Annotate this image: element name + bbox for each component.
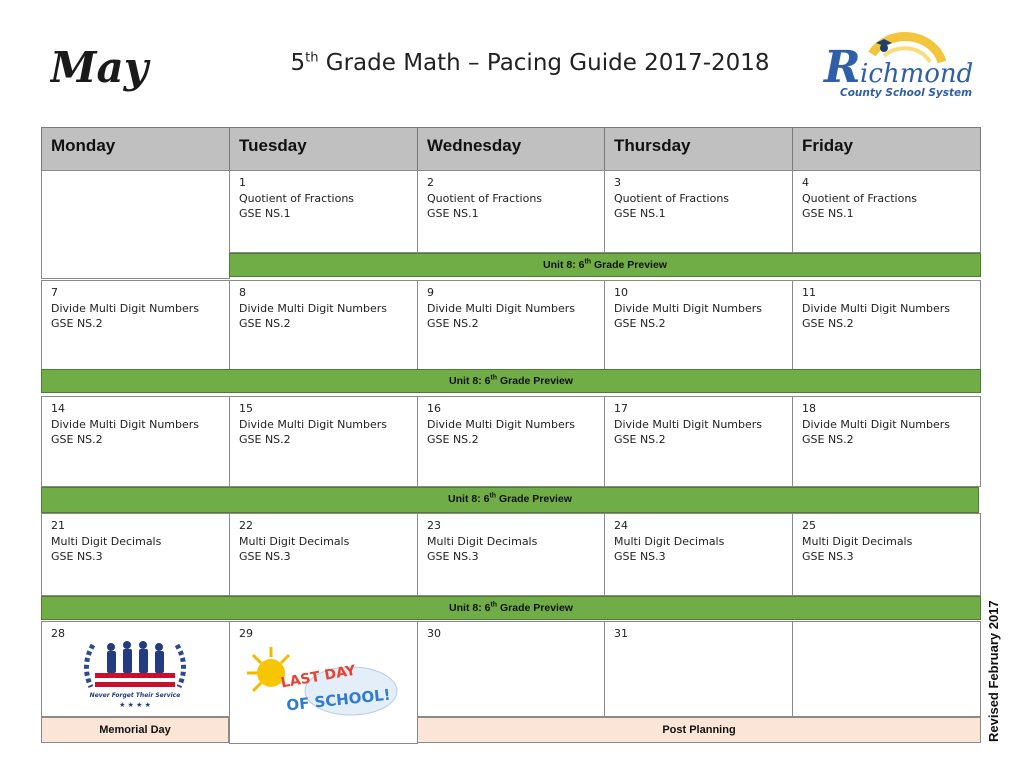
last-day-line2: OF SCHOOL!: [285, 685, 392, 715]
day-topic: Multi Digit Decimals: [427, 534, 538, 548]
logo-subtitle: County School System: [840, 87, 973, 99]
day-number: 1: [239, 176, 246, 189]
last-day-line1: LAST DAY: [279, 662, 357, 692]
post-planning-label: Post Planning: [417, 717, 981, 743]
day-topic: Multi Digit Decimals: [51, 534, 162, 548]
memorial-day-image: [79, 635, 191, 711]
unit-band-text: Unit 8: 6: [449, 602, 491, 614]
day-cell: [229, 170, 418, 253]
page-title: [240, 50, 820, 76]
day-number: 21: [51, 519, 65, 532]
header-monday: [41, 127, 230, 171]
day-number: 30: [427, 627, 441, 640]
day-cell: [41, 396, 230, 487]
day-cell: [229, 396, 418, 487]
flag-stripe-white: [95, 678, 175, 682]
day-standard: GSE NS.2: [51, 317, 103, 330]
unit-band-text-end: Grade Preview: [591, 259, 667, 271]
stars: ★ ★ ★ ★: [119, 701, 151, 709]
unit-band-text: Unit 8: 6: [449, 375, 491, 387]
unit-band: [41, 596, 981, 620]
day-topic: Multi Digit Decimals: [239, 534, 350, 548]
unit-band: [41, 369, 981, 393]
day-standard: GSE NS.3: [51, 550, 103, 563]
day-topic: Divide Multi Digit Numbers: [239, 301, 388, 315]
last-day-of-school-image: [241, 643, 401, 723]
day-number: 10: [614, 286, 628, 299]
day-cell: [417, 280, 606, 370]
day-cell: [792, 170, 981, 253]
day-topic: Divide Multi Digit Numbers: [427, 301, 576, 315]
day-cell: [229, 280, 418, 370]
day-number: 22: [239, 519, 253, 532]
day-number: 28: [51, 627, 65, 640]
day-cell-empty: [41, 170, 230, 279]
day-standard: GSE NS.2: [614, 317, 666, 330]
day-topic: Multi Digit Decimals: [614, 534, 725, 548]
day-cell-empty: [792, 621, 981, 717]
header-friday: [792, 127, 981, 171]
memorial-day-label: Memorial Day: [41, 717, 229, 743]
day-cell: [604, 396, 793, 487]
unit-band-text: Unit 8: 6: [448, 493, 490, 505]
day-standard: GSE NS.3: [802, 550, 854, 563]
day-topic: Divide Multi Digit Numbers: [802, 301, 951, 315]
unit-band: [41, 487, 979, 513]
revised-note: Revised February 2017: [986, 600, 1001, 742]
day-number: 7: [51, 286, 58, 299]
day-topic: Divide Multi Digit Numbers: [427, 417, 576, 431]
day-standard: GSE NS.2: [51, 433, 103, 446]
day-cell: [417, 396, 606, 487]
unit-band-text-end: Grade Preview: [497, 375, 573, 387]
unit-band-sup: th: [490, 374, 498, 382]
day-standard: GSE NS.3: [239, 550, 291, 563]
day-cell: [792, 396, 981, 487]
logo-name-rest: ichmond: [860, 59, 974, 89]
day-topic: Multi Digit Decimals: [802, 534, 913, 548]
weekday-label: Friday: [802, 136, 854, 155]
day-topic: Quotient of Fractions: [802, 191, 918, 205]
day-standard: GSE NS.2: [239, 317, 291, 330]
day-number: 8: [239, 286, 246, 299]
unit-band-text: Unit 8: 6: [543, 259, 585, 271]
day-number: 3: [614, 176, 621, 189]
logo-name-initial: R: [824, 42, 861, 93]
day-cell: [41, 280, 230, 370]
weekday-label: Thursday: [614, 136, 691, 155]
day-number: 16: [427, 402, 441, 415]
title-text: Grade Math – Pacing Guide 2017-2018: [318, 50, 770, 76]
day-number: 4: [802, 176, 809, 189]
unit-band-sup: th: [490, 601, 498, 609]
day-topic: Divide Multi Digit Numbers: [802, 417, 951, 431]
day-standard: GSE NS.1: [427, 207, 479, 220]
unit-band-sup: th: [489, 492, 497, 500]
day-cell: [417, 621, 606, 717]
day-topic: Divide Multi Digit Numbers: [614, 301, 763, 315]
day-cell: [792, 280, 981, 370]
day-number: 15: [239, 402, 253, 415]
day-number: 23: [427, 519, 441, 532]
day-number: 11: [802, 286, 816, 299]
day-cell: [604, 621, 793, 717]
header-tuesday: [229, 127, 418, 171]
day-cell: [792, 513, 981, 596]
day-number: 29: [239, 627, 253, 640]
day-number: 25: [802, 519, 816, 532]
day-cell: [604, 513, 793, 596]
day-cell: [417, 513, 606, 596]
laurel-right: [177, 645, 184, 687]
day-standard: GSE NS.2: [802, 317, 854, 330]
day-cell: [229, 513, 418, 596]
unit-band: [229, 253, 981, 277]
day-topic: Quotient of Fractions: [239, 191, 355, 205]
day-number: 17: [614, 402, 628, 415]
day-standard: GSE NS.2: [802, 433, 854, 446]
unit-band-sup: th: [584, 258, 592, 266]
day-standard: GSE NS.1: [239, 207, 291, 220]
day-standard: GSE NS.3: [614, 550, 666, 563]
day-standard: GSE NS.1: [614, 207, 666, 220]
day-standard: GSE NS.1: [802, 207, 854, 220]
month-title-text: May: [50, 43, 149, 92]
day-number: 9: [427, 286, 434, 299]
soldiers-silhouette: [107, 641, 164, 673]
day-topic: Divide Multi Digit Numbers: [51, 417, 200, 431]
richmond-logo: [822, 24, 992, 102]
unit-band-text-end: Grade Preview: [496, 493, 572, 505]
day-standard: GSE NS.2: [427, 433, 479, 446]
day-number: 14: [51, 402, 65, 415]
unit-band-text-end: Grade Preview: [497, 602, 573, 614]
memorial-caption: Never Forget Their Service: [89, 692, 181, 699]
header-thursday: [604, 127, 793, 171]
day-topic: Divide Multi Digit Numbers: [51, 301, 200, 315]
day-standard: GSE NS.2: [239, 433, 291, 446]
weekday-label: Wednesday: [427, 136, 522, 155]
title-superscript: th: [305, 50, 319, 66]
day-topic: Quotient of Fractions: [614, 191, 730, 205]
day-cell: [417, 170, 606, 253]
laurel-left: [86, 645, 93, 687]
weekday-label: Monday: [51, 136, 116, 155]
day-number: 18: [802, 402, 816, 415]
day-topic: Divide Multi Digit Numbers: [614, 417, 763, 431]
month-title: [50, 40, 160, 100]
weekday-label: Tuesday: [239, 136, 307, 155]
day-cell: [604, 280, 793, 370]
day-number: 31: [614, 627, 628, 640]
day-number: 24: [614, 519, 628, 532]
calendar-grid: [41, 127, 981, 744]
header-wednesday: [417, 127, 606, 171]
day-topic: Divide Multi Digit Numbers: [239, 417, 388, 431]
day-cell: [41, 513, 230, 596]
day-number: 2: [427, 176, 434, 189]
day-topic: Quotient of Fractions: [427, 191, 543, 205]
day-standard: GSE NS.3: [427, 550, 479, 563]
day-standard: GSE NS.2: [427, 317, 479, 330]
day-cell: [604, 170, 793, 253]
title-grade-number: 5: [290, 50, 306, 76]
day-standard: GSE NS.2: [614, 433, 666, 446]
